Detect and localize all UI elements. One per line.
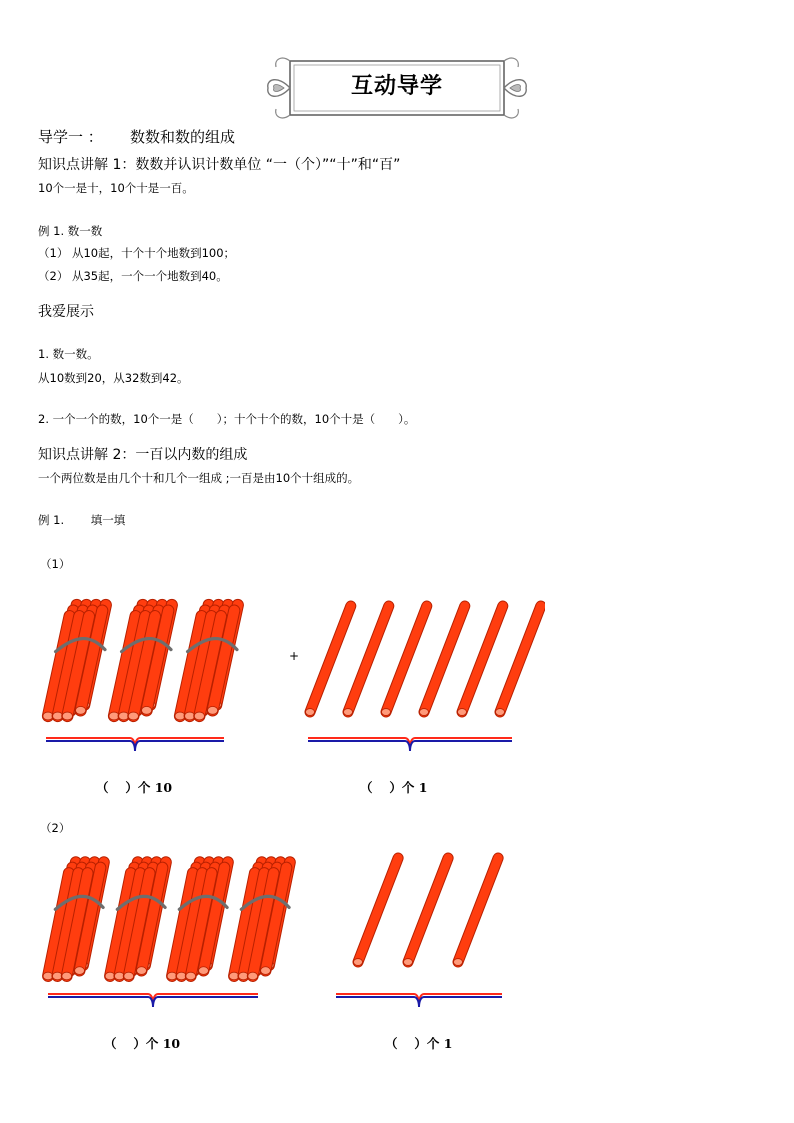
part-1-tens-brace [44, 736, 226, 754]
single-stick [354, 858, 399, 965]
section-heading-topic: 数数和数的组成 [130, 128, 236, 146]
example-1-item-2: （2） 从35起，一个一个地数到40。 [38, 269, 228, 283]
single-stick [306, 606, 351, 715]
stick-bundle [109, 605, 172, 720]
question-1-text: 从10数到20，从32数到42。 [38, 371, 189, 385]
example-1-title: 例 1. 数一数 [38, 224, 103, 238]
part-2-tens-brace [46, 992, 260, 1010]
part-1-tens-caption: （ ）个 10 [96, 780, 173, 795]
part-2-bundles-figure [40, 834, 310, 984]
page-title: 互动导学 [350, 73, 443, 99]
single-stick [454, 858, 499, 965]
section-heading-label: 导学一 ： [38, 128, 103, 146]
knowledge-point-2-title: 知识点讲解 2：一百以内数的组成 [38, 447, 248, 463]
stick-bundle [43, 605, 106, 720]
single-stick [404, 858, 449, 965]
part-2-singles-figure [348, 850, 508, 976]
stick-bundle [175, 605, 238, 720]
example-1-item-1: （1） 从10起，十个十个地数到100； [38, 246, 236, 260]
stick-bundle [43, 862, 104, 980]
stick-bundle [105, 862, 166, 980]
question-2-text: 2. 一个一个的数，10个一是（ ）；十个十个的数，10个十是（ ）。 [38, 412, 416, 426]
stick-bundle [167, 862, 228, 980]
part-2-tens-caption: （ ）个 10 [104, 1036, 181, 1051]
part-2-ones-caption: （ ）个 1 [385, 1036, 453, 1051]
plus-sign: + [289, 649, 300, 663]
show-title: 我爱展示 [38, 304, 94, 320]
knowledge-point-2-text: 一个两位数是由几个十和几个一组成 ;一百是由10个十组成的。 [38, 471, 360, 485]
part-1-singles-figure [300, 598, 545, 725]
question-1-title: 1. 数一数。 [38, 347, 99, 361]
part-2-label: （2） [40, 821, 71, 835]
stick-bundle [229, 862, 290, 980]
part-1-ones-brace [306, 736, 514, 754]
example-2-title: 例 1. 填一填 [38, 513, 126, 527]
part-1-ones-caption: （ ）个 1 [360, 780, 428, 795]
part-1-label: （1） [40, 557, 71, 571]
part-1-bundles-figure [40, 580, 280, 725]
knowledge-point-1-text: 10个一是十，10个十是一百。 [38, 181, 194, 195]
knowledge-point-1-title: 知识点讲解 1：数数并认识计数单位 “一（个）”“十”和“百” [38, 157, 401, 173]
part-2-ones-brace [334, 992, 504, 1010]
title-banner [262, 55, 532, 121]
